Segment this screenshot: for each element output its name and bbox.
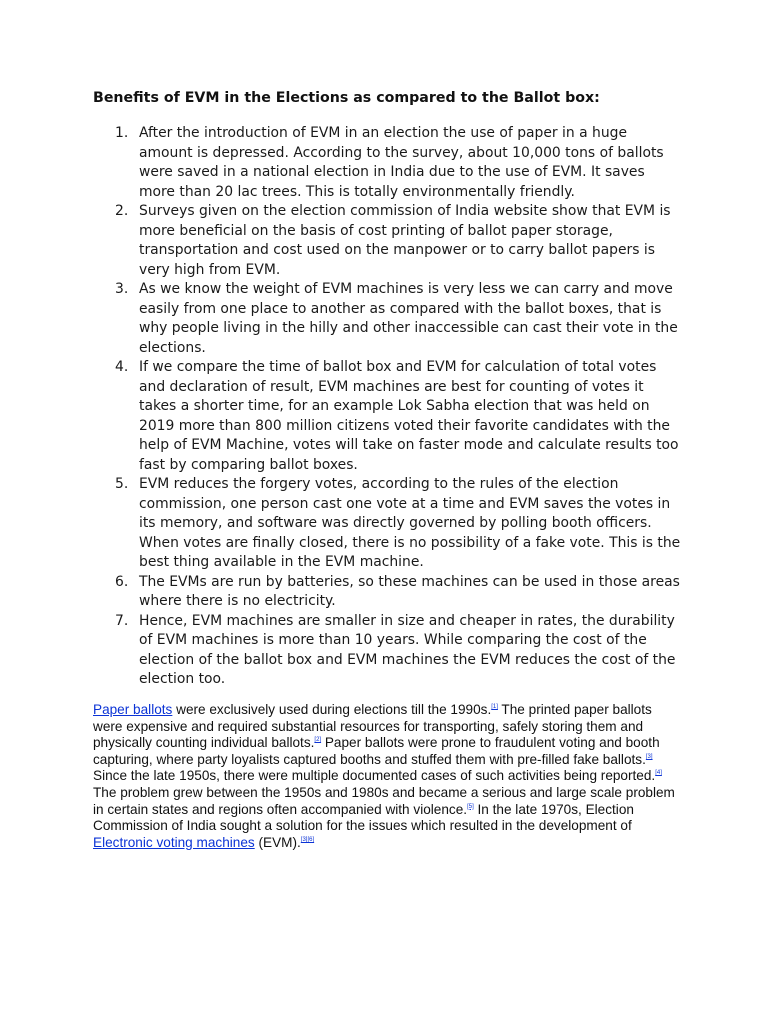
list-item-number: 5. xyxy=(115,476,129,492)
citation-6 xyxy=(301,837,314,843)
list-item-number: 7. xyxy=(115,612,129,629)
list-item xyxy=(93,612,683,690)
citation-link[interactable]: [5] xyxy=(467,803,474,810)
paragraph-text: Since the late 1950s, there were multiple documented cases of such activities being reported. xyxy=(93,768,656,784)
list-item-number: 3. xyxy=(115,281,129,297)
list-item-text: As we know the weight of EVM machines is very less we can carry and move easily from one place to another as compared with the ballot boxes, that is why people living in the hilly and other inaccessible can cast their vote in the elections. xyxy=(139,281,678,356)
citation-link[interactable]: [3] xyxy=(645,753,653,760)
citation-3 xyxy=(646,754,653,760)
list-item xyxy=(93,475,683,573)
paragraph-text: were exclusively used during elections till the 1990s. xyxy=(172,702,492,717)
benefits-list xyxy=(93,124,683,690)
list-item-number: 2. xyxy=(115,203,129,219)
list-item-text: If we compare the time of ballot box and EVM for calculation of total votes and declaration of result, EVM machines are best for counting of votes it takes a shorter time, for an example Lok Sabha election that was held on 2019 more than 800 million citizens voted their favorite candidates with the help of EVM Machine, votes will take on faster mode and calculate results too fast by comparing ballot boxes. xyxy=(139,359,679,473)
document-heading: Benefits of EVM in the Elections as compared to the Ballot box: xyxy=(93,90,600,106)
list-item xyxy=(93,573,683,612)
list-item-text: After the introduction of EVM in an election the use of paper in a huge amount is depressed. According to the survey, about 10,000 tons of ballots were saved in a national election in India due to the use of EVM. It saves more than 20 lac trees. This is totally environmentally friendly. xyxy=(139,125,664,200)
citation-5 xyxy=(467,804,474,810)
list-item-number: 1. xyxy=(115,125,129,141)
citation-link[interactable]: [2] xyxy=(314,737,322,744)
citation-1 xyxy=(491,704,498,710)
paper-ballots-link[interactable]: Paper ballots xyxy=(93,702,173,717)
list-item xyxy=(93,124,683,202)
paragraph-text: The printed paper ballots were expensive and required substantial resources for transporting, safely storing them and physically counting individual ballots. xyxy=(93,702,652,751)
paragraph-text: The problem grew between the 1950s and 1980s and became a serious and large scale problem in certain states and regions often accompanied with violence. xyxy=(93,784,675,817)
citation-link[interactable]: [4] xyxy=(655,770,662,777)
citation-link[interactable]: [3][6] xyxy=(300,836,315,843)
evm-link[interactable]: Electronic voting machines xyxy=(93,834,255,850)
history-paragraph xyxy=(93,702,681,851)
list-item-text: EVM reduces the forgery votes, according to the rules of the election commission, one person cast one vote at a time and EVM saves the votes in its memory, and software was directly governed by polling booth officers. When votes are finally closed, there is no possibility of a fake vote. This is the best thing available in the EVM machine. xyxy=(139,476,681,570)
list-item xyxy=(93,202,683,280)
citation-4 xyxy=(655,770,662,776)
list-item-number: 4. xyxy=(115,359,129,375)
list-item-text: The EVMs are run by batteries, so these machines can be used in those areas where there is no electricity. xyxy=(139,573,680,609)
paragraph-text: In the late 1970s, Election Commission of India sought a solution for the issues which resulted in the development of xyxy=(93,801,634,834)
paragraph-text: (EVM). xyxy=(254,834,301,850)
list-item-number: 6. xyxy=(115,573,129,590)
list-item xyxy=(93,358,683,475)
citation-link[interactable]: [1] xyxy=(491,704,498,710)
list-item xyxy=(93,280,683,358)
paragraph-text: Paper ballots were prone to fraudulent voting and booth capturing, where party loyalists captured booths and stuffed them with pre-filled fake ballots. xyxy=(93,735,660,767)
list-item-text: Surveys given on the election commission of India website show that EVM is more beneficial on the basis of cost printing of ballot paper storage, transportation and cost used on the manpower or to carry ballot papers is very high from EVM. xyxy=(139,203,671,278)
list-item-text: Hence, EVM machines are smaller in size and cheaper in rates, the durability of EVM machines is more than 10 years. While comparing the cost of the election of the ballot box and EVM machines the EVM reduces the cost of the election too. xyxy=(139,612,676,687)
